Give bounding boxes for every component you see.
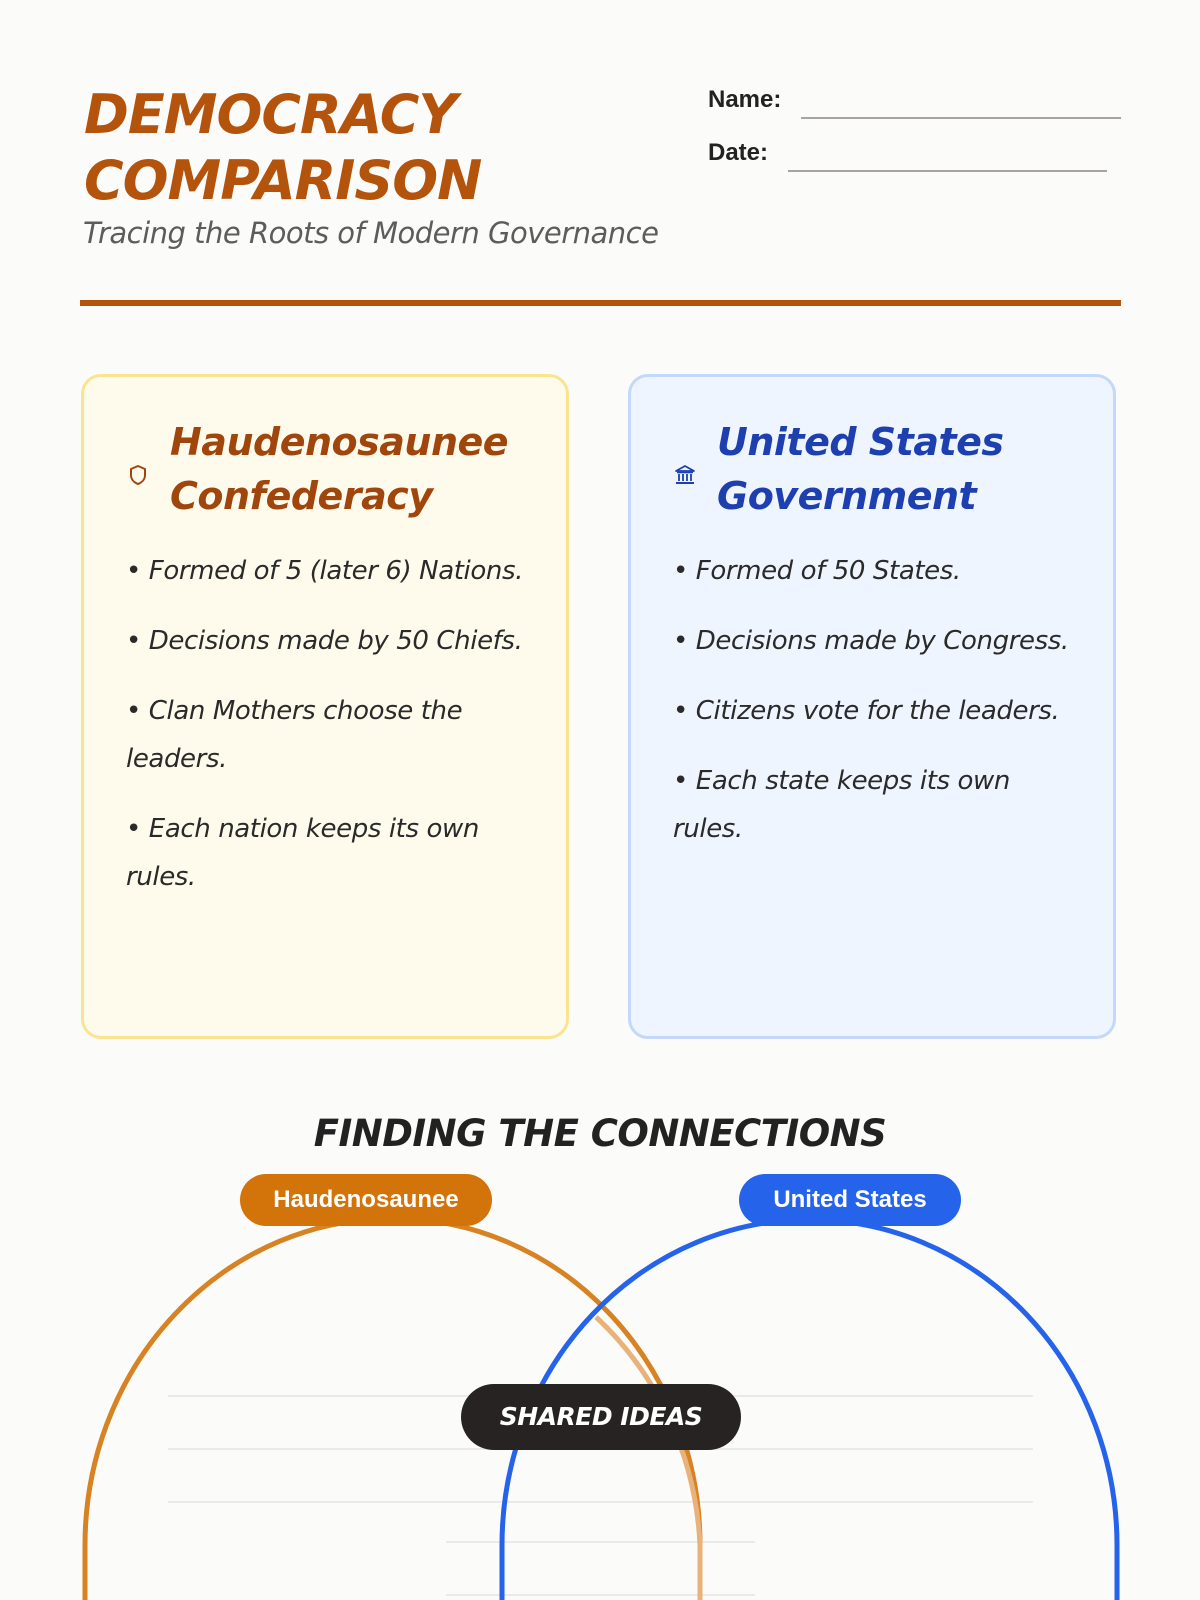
haudenosaunee-bullet: • Each nation keeps its own rules.: [126, 814, 479, 892]
united-states-bullet: • Each state keeps its own rules.: [673, 766, 1010, 844]
haudenosaunee-label-pill: Haudenosaunee: [240, 1174, 492, 1226]
page-subtitle: Tracing the Roots of Modern Governance: [83, 216, 659, 250]
venn-section-title: FINDING THE CONNECTIONS: [313, 1112, 887, 1155]
haudenosaunee-bullet: • Formed of 5 (later 6) Nations.: [126, 556, 523, 586]
haudenosaunee-bullet: • Decisions made by 50 Chiefs.: [126, 626, 523, 656]
united-states-bullet: • Formed of 50 States.: [673, 556, 961, 586]
united-states-label-pill: United States: [739, 1174, 961, 1226]
united-states-title-line2: Government: [717, 474, 977, 518]
page-title-line1: DEMOCRACY: [84, 83, 457, 146]
date-label: Date:: [708, 139, 769, 166]
haudenosaunee-bullet: • Clan Mothers choose the leaders.: [126, 696, 463, 774]
united-states-bullet: • Decisions made by Congress.: [673, 626, 1069, 656]
united-states-bullet: • Citizens vote for the leaders.: [673, 696, 1060, 726]
page-title-line2: COMPARISON: [84, 149, 482, 212]
united-states-title-line1: United States: [717, 420, 1004, 464]
haudenosaunee-title-line2: Confederacy: [170, 474, 433, 518]
name-label: Name:: [708, 86, 782, 113]
shared-ideas-label: SHARED IDEAS: [461, 1384, 741, 1450]
haudenosaunee-title-line1: Haudenosaunee: [170, 420, 509, 464]
